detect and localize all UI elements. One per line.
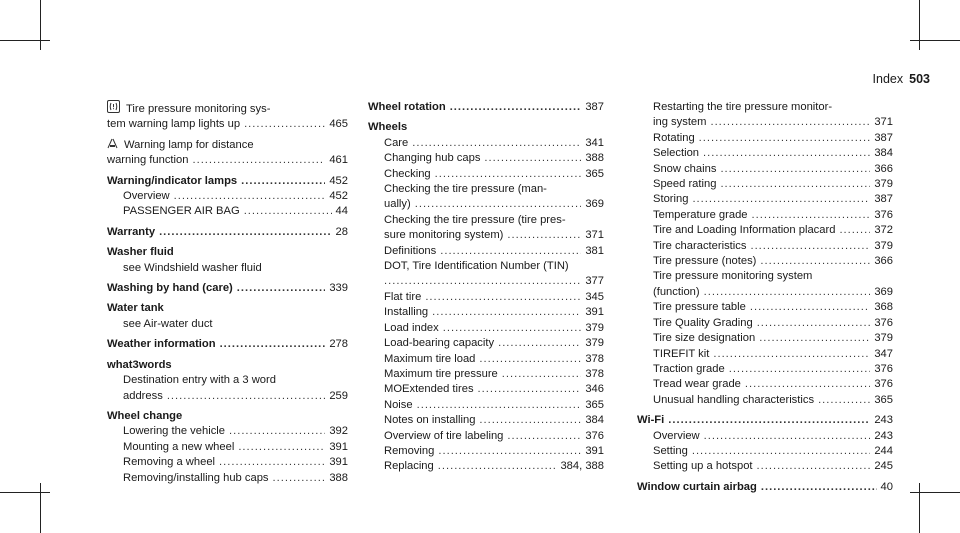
index-subentry: Load-bearing capacity ..... 379 xyxy=(368,336,604,351)
cross-reference[interactable]: see Air-water duct xyxy=(123,317,213,330)
index-subentry: Mounting a new wheel ..... 391 xyxy=(107,440,348,455)
crop-mark xyxy=(910,40,960,41)
page-ref[interactable]: 391 xyxy=(585,444,604,457)
index-line: tem warning lamp lights up ..... 465 xyxy=(107,117,348,132)
page-ref[interactable]: 384, 388 xyxy=(560,460,604,473)
page-ref[interactable]: 365 xyxy=(874,393,893,406)
section-title: Index xyxy=(872,72,904,86)
crop-mark xyxy=(0,40,50,41)
crop-mark xyxy=(40,483,41,533)
page-ref[interactable]: 371 xyxy=(585,229,604,242)
index-subentry: address ..... 259 xyxy=(107,389,348,404)
page-ref[interactable]: 388 xyxy=(329,471,348,484)
index-subentry: Maximum tire load ..... 378 xyxy=(368,352,604,367)
page-ref[interactable]: 379 xyxy=(874,239,893,252)
index-column-2 xyxy=(368,100,604,475)
index-entry xyxy=(637,480,893,495)
index-subentry xyxy=(368,274,604,289)
page-header xyxy=(873,72,930,86)
page-ref[interactable]: 366 xyxy=(874,255,893,268)
index-heading: Warning/indicator lamps ..... 452 xyxy=(107,174,348,189)
index-subentry: Checking the tire pressure (tire pres- xyxy=(384,213,566,226)
index-subentry: (function) ..... 369 xyxy=(637,285,893,300)
page-ref[interactable]: 345 xyxy=(585,290,604,303)
index-subentry: Traction grade ..... 376 xyxy=(637,362,893,377)
index-entry xyxy=(368,120,604,474)
page-ref[interactable]: 365 xyxy=(585,167,604,180)
page-ref[interactable]: 465 xyxy=(329,118,348,131)
index-subentry: ing system ..... 371 xyxy=(637,115,893,130)
page-ref[interactable]: 245 xyxy=(874,460,893,473)
page-ref[interactable]: 379 xyxy=(585,337,604,350)
index-subentry: Setting up a hotspot ..... 245 xyxy=(637,459,893,474)
page-ref[interactable]: 391 xyxy=(329,456,348,469)
page-ref[interactable]: 243 xyxy=(874,429,893,442)
page-ref[interactable]: 376 xyxy=(874,316,893,329)
index-subentry: Tire Quality Grading ..... 376 xyxy=(637,316,893,331)
page-ref[interactable]: 278 xyxy=(329,338,348,351)
page-ref[interactable]: 376 xyxy=(874,208,893,221)
index-heading: Water tank xyxy=(107,302,164,315)
index-subentry: Setting ..... 244 xyxy=(637,444,893,459)
index-subentry: Replacing ..... 384, 388 xyxy=(368,459,604,474)
page-ref[interactable]: 391 xyxy=(585,306,604,319)
index-subentry: Removing a wheel ..... 391 xyxy=(107,455,348,470)
page-ref[interactable]: 372 xyxy=(874,224,893,237)
crop-mark xyxy=(919,0,920,50)
page-ref[interactable]: 381 xyxy=(585,244,604,257)
index-subentry: DOT, Tire Identification Number (TIN) xyxy=(384,260,569,273)
page-ref[interactable]: 341 xyxy=(585,136,604,149)
index-subentry: Changing hub caps ..... 388 xyxy=(368,151,604,166)
crop-mark xyxy=(919,483,920,533)
page-ref[interactable]: 243 xyxy=(874,414,893,427)
page-ref[interactable]: 391 xyxy=(329,440,348,453)
crop-mark xyxy=(40,0,41,50)
page-ref[interactable]: 365 xyxy=(585,398,604,411)
index-entry xyxy=(107,245,348,276)
index-entry xyxy=(368,100,604,115)
page-ref[interactable]: 259 xyxy=(329,389,348,402)
index-subentry: Checking ..... 365 xyxy=(368,167,604,182)
index-subentry: Load index ..... 379 xyxy=(368,321,604,336)
index-subentry: Tire size designation ..... 379 xyxy=(637,331,893,346)
page-ref[interactable]: 387 xyxy=(874,131,893,144)
page-ref[interactable]: 452 xyxy=(329,174,348,187)
page-ref[interactable]: 339 xyxy=(329,282,348,295)
page-ref[interactable]: 347 xyxy=(874,347,893,360)
index-subentry: Overview of tire labeling ..... 376 xyxy=(368,429,604,444)
page-ref[interactable]: 379 xyxy=(585,321,604,334)
index-line: Warning lamp for distance xyxy=(107,138,348,153)
index-heading: Window curtain airbag ..... 40 xyxy=(637,480,893,495)
index-subentry: MOExtended tires ..... 346 xyxy=(368,382,604,397)
page-ref[interactable]: 388 xyxy=(585,152,604,165)
index-entry xyxy=(107,225,348,240)
index-subentry: Tire characteristics ..... 379 xyxy=(637,239,893,254)
index-heading: Weather information ..... 278 xyxy=(107,337,348,352)
page-ref[interactable]: 379 xyxy=(874,178,893,191)
index-subentry: Overview ..... 452 xyxy=(107,189,348,204)
page-ref[interactable]: 376 xyxy=(585,429,604,442)
index-heading: what3words xyxy=(107,358,172,371)
index-subentry: Removing ..... 391 xyxy=(368,444,604,459)
page-ref[interactable]: 461 xyxy=(329,154,348,167)
index-line: Tire pressure monitoring sys- xyxy=(107,100,348,117)
index-subentry: Unusual handling characteristics ..... 365 xyxy=(637,393,893,408)
index-heading: Wheel rotation ..... 387 xyxy=(368,100,604,115)
index-subentry: Rotating ..... 387 xyxy=(637,131,893,146)
index-subentry: Temperature grade ..... 376 xyxy=(637,208,893,223)
index-entry xyxy=(107,409,348,486)
page-ref[interactable]: 346 xyxy=(585,383,604,396)
page-ref[interactable]: 371 xyxy=(874,116,893,129)
page-ref[interactable]: 387 xyxy=(874,193,893,206)
cross-reference[interactable]: see Windshield washer fluid xyxy=(123,261,262,274)
index-entry xyxy=(637,413,893,475)
index-heading: Washer fluid xyxy=(107,246,174,259)
page-ref[interactable]: 377 xyxy=(585,275,604,288)
page-ref[interactable]: 392 xyxy=(329,425,348,438)
index-column-3 xyxy=(637,100,893,495)
index-heading: Wi-Fi ..... 243 xyxy=(637,413,893,428)
page-ref[interactable]: 379 xyxy=(874,332,893,345)
index-entry xyxy=(107,358,348,404)
index-subentry: Definitions ..... 381 xyxy=(368,244,604,259)
index-subentry: Noise ..... 365 xyxy=(368,398,604,413)
index-heading: Washing by hand (care) ..... 339 xyxy=(107,281,348,296)
index-subentry: Removing/installing hub caps ..... 388 xyxy=(107,471,348,486)
page-ref[interactable]: 387 xyxy=(585,101,604,113)
index-entry xyxy=(107,337,348,352)
index-entry xyxy=(107,100,348,169)
page-number: 503 xyxy=(909,72,930,86)
page-ref[interactable]: 244 xyxy=(874,444,893,457)
page-ref[interactable]: 369 xyxy=(585,198,604,211)
tire-pressure-icon xyxy=(107,100,120,113)
index-subentry: Flat tire ..... 345 xyxy=(368,290,604,305)
page-ref[interactable]: 378 xyxy=(585,352,604,365)
index-subentry: ually) ..... 369 xyxy=(368,197,604,212)
page-ref[interactable]: 378 xyxy=(585,367,604,380)
index-subentry: PASSENGER AIR BAG ..... 44 xyxy=(107,204,348,219)
index-entry xyxy=(637,100,893,408)
page-ref[interactable]: 369 xyxy=(874,285,893,298)
index-heading: Warranty ..... 28 xyxy=(107,225,348,240)
index-subentry: sure monitoring system) ..... 371 xyxy=(368,228,604,243)
index-subentry: Selection ..... 384 xyxy=(637,146,893,161)
index-subentry: Snow chains ..... 366 xyxy=(637,162,893,177)
index-subentry: Tire pressure table ..... 368 xyxy=(637,300,893,315)
index-subentry: Lowering the vehicle ..... 392 xyxy=(107,424,348,439)
index-subentry: Destination entry with a 3 word xyxy=(123,374,276,387)
index-subentry: Checking the tire pressure (man- xyxy=(384,183,547,196)
page-ref[interactable]: 376 xyxy=(874,362,893,375)
index-entry xyxy=(107,301,348,332)
index-subentry: Tire and Loading Information placard ..... 372 xyxy=(637,223,893,238)
index-subentry: Speed rating ..... 379 xyxy=(637,177,893,192)
page-ref[interactable]: 28 xyxy=(335,225,348,238)
index-line: warning function ..... 461 xyxy=(107,153,348,168)
index-heading: Wheels xyxy=(368,121,408,134)
index-subentry: Storing ..... 387 xyxy=(637,192,893,207)
index-entry xyxy=(107,174,348,220)
crop-mark xyxy=(910,492,960,493)
index-subentry: Maximum tire pressure ..... 378 xyxy=(368,367,604,382)
page-ref[interactable]: 376 xyxy=(874,378,893,391)
index-heading: Wheel change xyxy=(107,409,183,422)
index-subentry: Tread wear grade ..... 376 xyxy=(637,377,893,392)
distance-warning-icon xyxy=(107,138,118,149)
page-ref[interactable]: 40 xyxy=(880,480,893,493)
index-column-1 xyxy=(107,100,348,486)
page-ref[interactable]: 384 xyxy=(874,147,893,160)
index-subentry: Tire pressure monitoring system xyxy=(653,270,813,283)
page-ref[interactable]: 44 xyxy=(335,205,348,218)
index-entry xyxy=(107,281,348,296)
page-ref[interactable]: 366 xyxy=(874,162,893,175)
page-ref[interactable]: 384 xyxy=(585,414,604,427)
index-subentry: Installing ..... 391 xyxy=(368,305,604,320)
index-subentry: Tire pressure (notes) ..... 366 xyxy=(637,254,893,269)
index-subentry: Notes on installing ..... 384 xyxy=(368,413,604,428)
index-subentry: TIREFIT kit ..... 347 xyxy=(637,347,893,362)
index-subentry: Care ..... 341 xyxy=(368,136,604,151)
page-ref[interactable]: 452 xyxy=(329,190,348,203)
index-subentry: Restarting the tire pressure monitor- xyxy=(653,101,833,113)
page-ref[interactable]: 368 xyxy=(874,301,893,314)
index-subentry: Overview ..... 243 xyxy=(637,429,893,444)
crop-mark xyxy=(0,492,50,493)
